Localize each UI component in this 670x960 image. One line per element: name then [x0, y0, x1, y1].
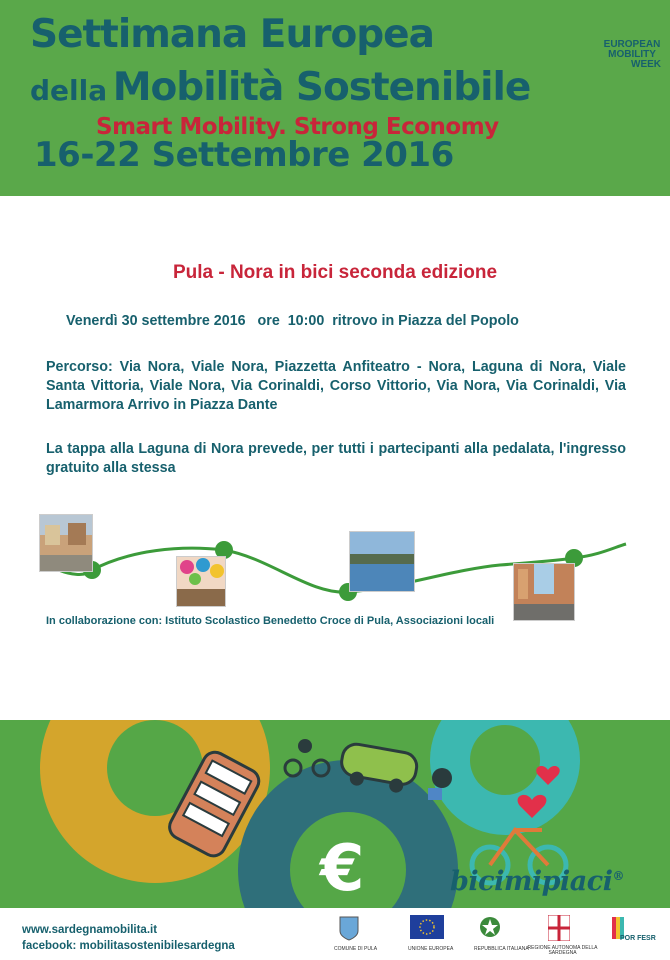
crest-icon — [338, 915, 360, 945]
event-title: Pula - Nora in bici seconda edizione — [172, 262, 498, 283]
stop-note: La tappa alla Laguna di Nora prevede, per tutti i partecipanti alla pedalata, l'ingresso gratuito alla stessa — [46, 441, 626, 476]
sardegna-crest-icon — [548, 915, 570, 945]
bicimipiaci-logo: bicimipiaci® — [450, 866, 624, 897]
slogan: Smart Mobility. Strong Economy — [96, 114, 499, 140]
event-dates: 16-22 Settembre 2016 — [34, 135, 454, 175]
collaboration-note: In collaborazione con: Istituto Scolastico Benedetto Croce di Pula, Associazioni locali — [46, 615, 495, 627]
european-mobility-week-logo: EUROPEAN MOBILITY WEEK — [603, 39, 661, 70]
route-description: Percorso: Via Nora, Viale Nora, Piazzetta Anfiteatro - Nora, Laguna di Nora, Viale Santa Vittoria, Viale Nora, Via Corinaldi, Corso Vittorio, Via Nora, Via Corinaldi, Via Lamarmora Arrivo in Piazza Dante — [46, 359, 626, 413]
eu-flag-icon — [410, 915, 444, 943]
italy-emblem-icon — [478, 915, 502, 945]
website-link[interactable]: www.sardegnamobilita.it — [22, 924, 158, 936]
photo-umbrellas — [176, 556, 226, 607]
header-band — [0, 0, 670, 196]
photo-laguna — [349, 531, 415, 592]
event-date-line: Venerdì 30 settembre 2016 ore 10:00 ritrovo in Piazza del Popolo — [66, 313, 519, 329]
title-line-2-big: Mobilità Sostenibile — [112, 65, 531, 110]
svg-text:€: € — [320, 832, 365, 906]
title-line-2 — [30, 65, 530, 110]
photo-piazza — [39, 514, 93, 572]
title-line-1: Settimana Europea — [30, 12, 434, 57]
title-line-2-small: della — [30, 74, 108, 107]
photo-street — [513, 563, 575, 621]
facebook-link[interactable]: facebook: mobilitasostenibilesardegna — [22, 940, 235, 952]
